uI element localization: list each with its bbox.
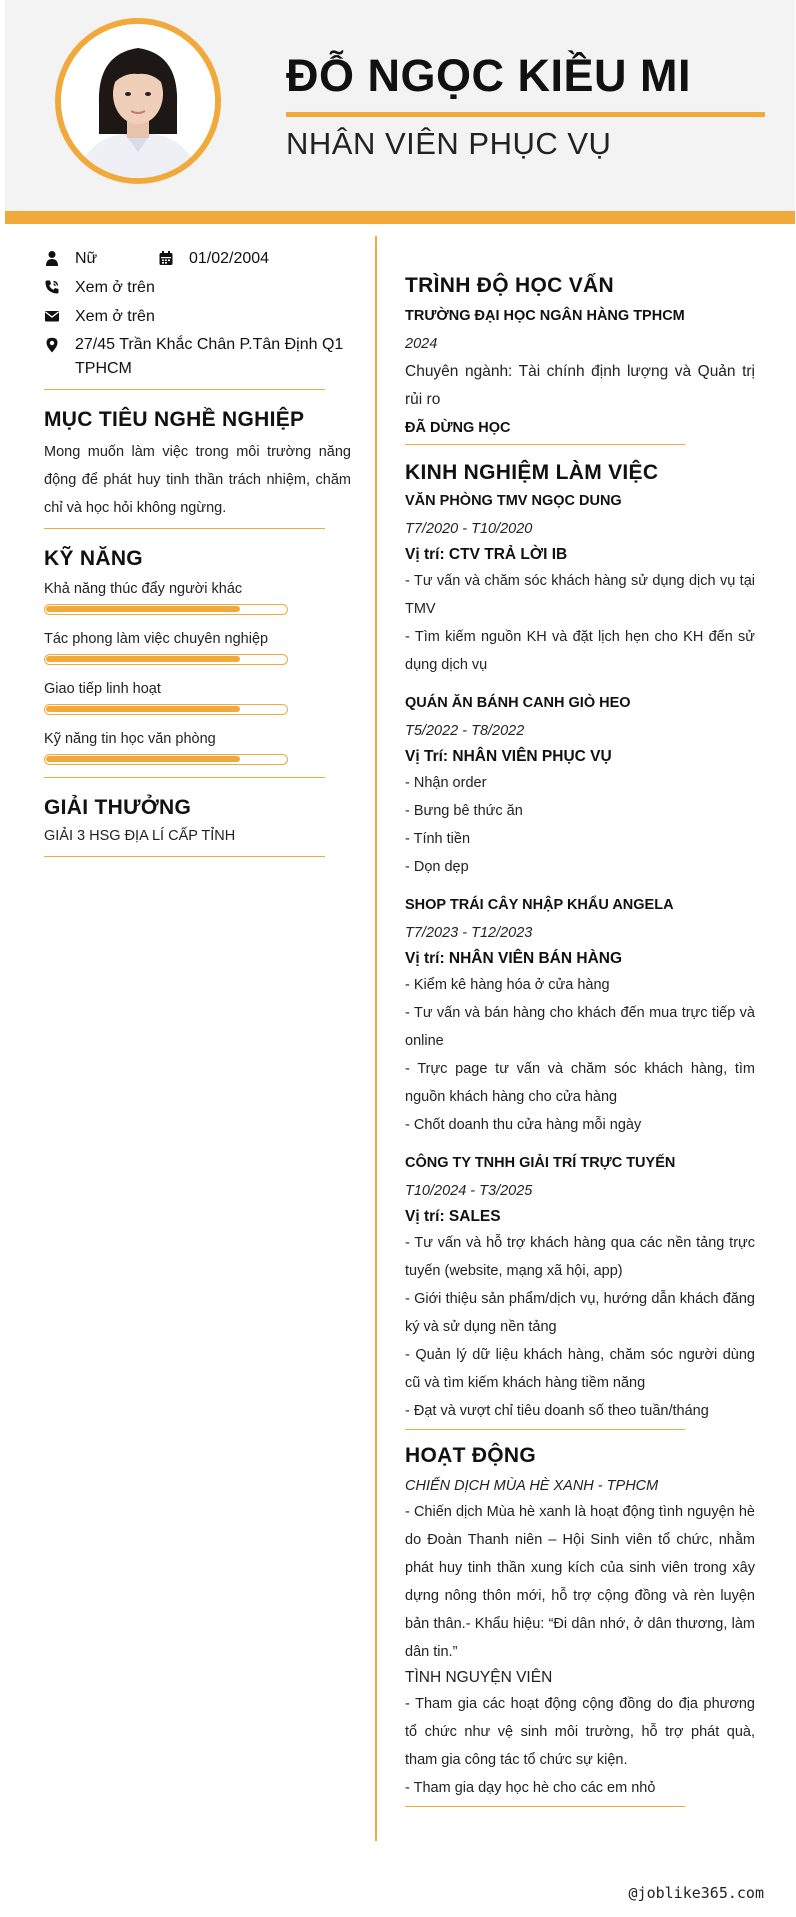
header-accent-bar bbox=[5, 211, 795, 224]
divider bbox=[405, 444, 685, 445]
job-period: T7/2020 - T10/2020 bbox=[405, 521, 533, 537]
activity-bullet: - Tham gia dạy học hè cho các em nhỏ bbox=[405, 1780, 656, 1796]
envelope-icon bbox=[44, 308, 60, 324]
skills-title: KỸ NĂNG bbox=[44, 547, 143, 570]
skill-item bbox=[44, 629, 351, 665]
skill-bar bbox=[44, 754, 288, 765]
skill-label: Tác phong làm việc chuyên nghiệp bbox=[44, 631, 269, 647]
skill-label: Khả năng thúc đẩy người khác bbox=[44, 581, 243, 597]
info-email bbox=[44, 302, 351, 331]
awards-title: GIẢI THƯỞNG bbox=[44, 796, 192, 819]
company-name: VĂN PHÒNG TMV NGỌC DUNG bbox=[405, 493, 622, 509]
skill-fill bbox=[46, 756, 240, 762]
divider bbox=[44, 528, 325, 529]
objective-text: Mong muốn làm việc trong môi trường năng động để phát huy tinh thần trách nhiệm, chăm chỉ và học hỏi không ngừng. bbox=[44, 444, 351, 516]
company-name: CÔNG TY TNHH GIẢI TRÍ TRỰC TUYẾN bbox=[405, 1155, 676, 1171]
info-gender-birthday bbox=[44, 244, 351, 273]
info-phone bbox=[44, 273, 351, 302]
job-bullet: - Nhận order bbox=[405, 775, 487, 791]
job-bullet: - Giới thiệu sản phẩm/dịch vụ, hướng dẫn khách đăng ký và sử dụng nền tảng bbox=[405, 1291, 755, 1335]
divider bbox=[44, 389, 325, 390]
watermark-text: @joblike365.com bbox=[628, 1884, 764, 1902]
phone-icon bbox=[44, 279, 60, 295]
job-period: T10/2024 - T3/2025 bbox=[405, 1183, 533, 1199]
job-period: T7/2023 - T12/2023 bbox=[405, 925, 533, 941]
skill-bar bbox=[44, 654, 288, 665]
job-bullet: - Tính tiền bbox=[405, 831, 471, 847]
activities-title: HOẠT ĐỘNG bbox=[405, 1444, 537, 1467]
job-title: NHÂN VIÊN PHỤC VỤ bbox=[286, 126, 612, 161]
skill-item bbox=[44, 729, 351, 765]
job-bullet: - Tư vấn và bán hàng cho khách đến mua trực tiếp và online bbox=[405, 1005, 755, 1049]
objective-title: MỤC TIÊU NGHỀ NGHIỆP bbox=[44, 408, 305, 431]
education-year: 2024 bbox=[405, 336, 438, 352]
right-column bbox=[405, 274, 755, 1807]
divider bbox=[405, 1806, 685, 1807]
education-major: Chuyên ngành: Tài chính định lượng và Quản trị rủi ro bbox=[405, 363, 755, 408]
skill-fill bbox=[46, 706, 240, 712]
job-period: T5/2022 - T8/2022 bbox=[405, 723, 525, 739]
job-bullet: - Quản lý dữ liệu khách hàng, chăm sóc người dùng cũ và tìm kiếm khách hàng tiềm năng bbox=[405, 1347, 755, 1391]
location-pin-icon bbox=[44, 337, 60, 353]
job-bullet: - Dọn dẹp bbox=[405, 859, 469, 875]
job-role: Vị trí: CTV TRẢ LỜI IB bbox=[405, 546, 568, 563]
job-role: Vị trí: NHÂN VIÊN BÁN HÀNG bbox=[405, 950, 623, 967]
activity-campaign: CHIẾN DỊCH MÙA HÈ XANH - TPHCM bbox=[405, 1478, 659, 1494]
column-divider bbox=[375, 236, 377, 1841]
experience-item bbox=[405, 693, 755, 881]
candidate-name: ĐỖ NGỌC KIỀU MI bbox=[286, 50, 692, 101]
name-underline bbox=[286, 112, 765, 117]
experience-item bbox=[405, 895, 755, 1139]
skill-label: Giao tiếp linh hoạt bbox=[44, 681, 161, 697]
job-bullet: - Tư vấn và hỗ trợ khách hàng qua các nền tảng trực tuyến (website, mạng xã hội, app) bbox=[405, 1235, 755, 1279]
award-item: GIẢI 3 HSG ĐỊA LÍ CẤP TỈNH bbox=[44, 828, 236, 844]
job-bullet: - Chốt doanh thu cửa hàng mỗi ngày bbox=[405, 1117, 642, 1133]
activity-role: TÌNH NGUYỆN VIÊN bbox=[405, 1669, 553, 1686]
education-status: ĐÃ DỪNG HỌC bbox=[405, 420, 511, 436]
job-bullet: - Trực page tư vấn và chăm sóc khách hàng, tìm nguồn khách hàng cho cửa hàng bbox=[405, 1061, 755, 1105]
divider bbox=[44, 777, 325, 778]
experience-item bbox=[405, 1153, 755, 1425]
job-role: Vị trí: SALES bbox=[405, 1208, 501, 1225]
job-bullet: - Kiểm kê hàng hóa ở cửa hàng bbox=[405, 977, 610, 993]
skill-item bbox=[44, 579, 351, 615]
job-bullet: - Đạt và vượt chỉ tiêu doanh số theo tuần/tháng bbox=[405, 1403, 709, 1419]
skill-bar bbox=[44, 604, 288, 615]
address-value: 27/45 Trần Khắc Chân P.Tân Định Q1 TPHCM bbox=[75, 336, 344, 377]
divider bbox=[405, 1429, 685, 1430]
company-name: QUÁN ĂN BÁNH CANH GIÒ HEO bbox=[405, 695, 631, 711]
job-bullet: - Tư vấn và chăm sóc khách hàng sử dụng dịch vụ tại TMV bbox=[405, 573, 755, 617]
person-icon bbox=[44, 250, 60, 266]
divider bbox=[44, 856, 325, 857]
skill-fill bbox=[46, 606, 240, 612]
job-bullet: - Bưng bê thức ăn bbox=[405, 803, 523, 819]
skill-fill bbox=[46, 656, 240, 662]
experience-title: KINH NGHIỆM LÀM VIỆC bbox=[405, 461, 659, 484]
activity-description: - Chiến dịch Mùa hè xanh là hoạt động tình nguyện hè do Đoàn Thanh niên – Hội Sinh viên tổ chức, nhằm phát huy tinh thần xung kích của sinh viên trong xây dựng nông thôn mới, hỗ trợ cộng đồng và rèn luyện bản thân.- Khẩu hiệu: “Đi dân nhớ, ở dân thương, làm dân tin.” bbox=[405, 1504, 755, 1660]
education-title: TRÌNH ĐỘ HỌC VẤN bbox=[405, 274, 614, 297]
calendar-icon bbox=[158, 250, 174, 266]
skill-item bbox=[44, 679, 351, 715]
skills-list bbox=[44, 579, 351, 765]
phone-value: Xem ở trên bbox=[75, 279, 155, 296]
skill-bar bbox=[44, 704, 288, 715]
activity-bullet: - Tham gia các hoạt động cộng đồng do địa phương tổ chức như vệ sinh môi trường, hỗ trợ phát quà, tham gia công tác tổ chức sự kiện. bbox=[405, 1696, 755, 1768]
job-role: Vị Trí: NHÂN VIÊN PHỤC VỤ bbox=[405, 748, 612, 765]
birthday-value: 01/02/2004 bbox=[189, 250, 270, 267]
skill-label: Kỹ năng tin học văn phòng bbox=[44, 731, 216, 747]
profile-photo bbox=[55, 18, 221, 184]
school-name: TRƯỜNG ĐẠI HỌC NGÂN HÀNG TPHCM bbox=[405, 308, 685, 324]
company-name: SHOP TRÁI CÂY NHẬP KHẨU ANGELA bbox=[405, 897, 674, 913]
left-column bbox=[44, 244, 351, 857]
info-address bbox=[44, 333, 351, 381]
email-value: Xem ở trên bbox=[75, 308, 155, 325]
experience-item bbox=[405, 491, 755, 679]
gender-value: Nữ bbox=[75, 250, 98, 267]
job-bullet: - Tìm kiếm nguồn KH và đặt lịch hẹn cho KH đến sử dụng dịch vụ bbox=[405, 629, 755, 673]
